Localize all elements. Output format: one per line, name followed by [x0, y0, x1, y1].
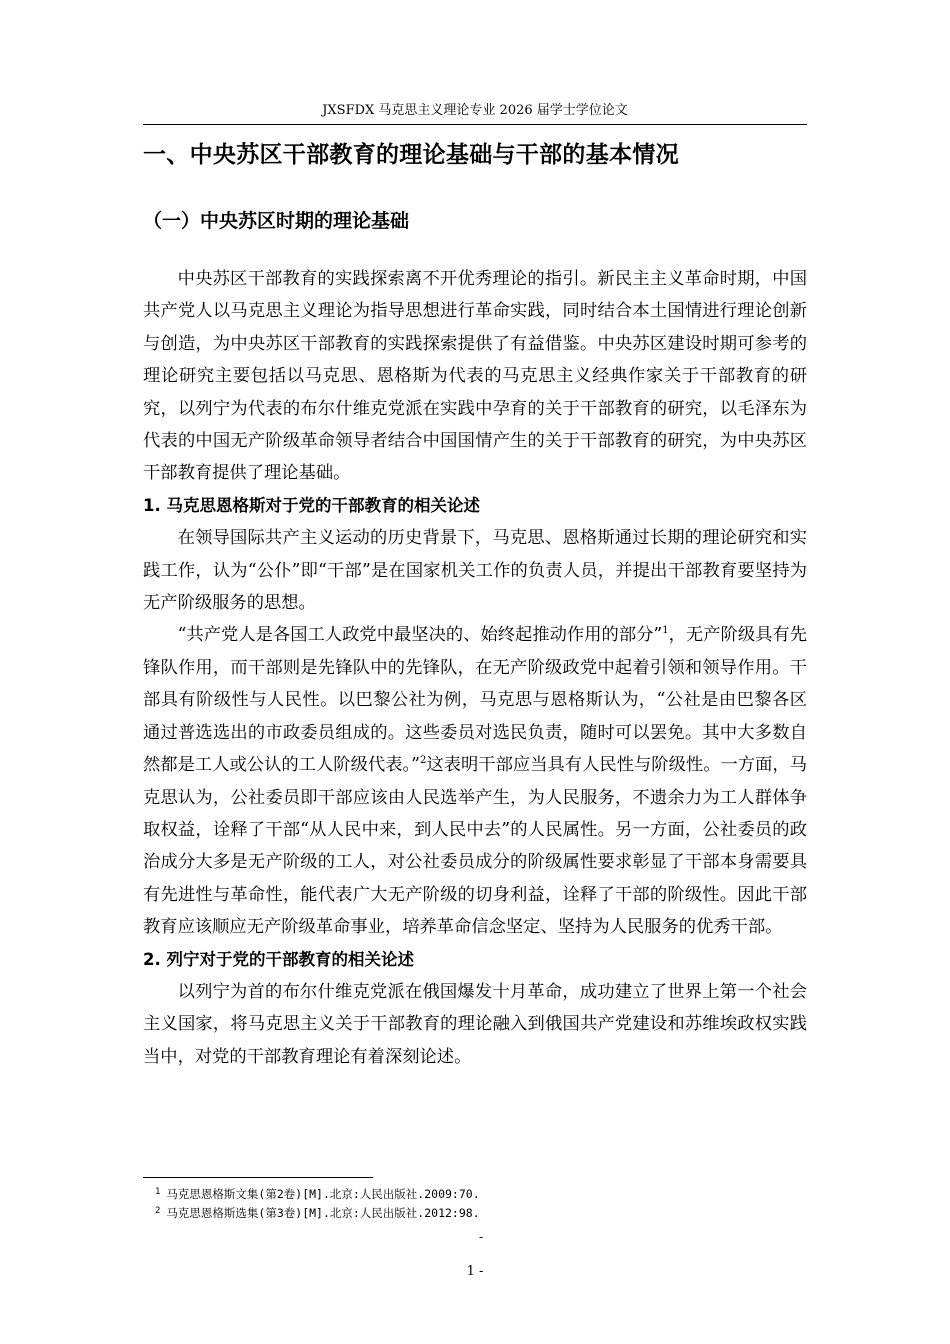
section-title: （一）中央苏区时期的理论基础 — [143, 210, 410, 232]
footnote-text: 马克思恩格斯文集(第2卷)[M].北京:人民出版社.2009:70. — [166, 1187, 480, 1201]
footnotes — [155, 1185, 807, 1223]
paragraph-3 — [143, 619, 807, 943]
footnote-ref-2[interactable]: 2 — [420, 755, 427, 767]
paragraph-4: 以列宁为首的布尔什维克党派在俄国爆发十月革命，成功建立了世界上第一个社会主义国家，将马克思主义关于干部教育的理论融入到俄国共产党建设和苏维埃政权实践当中，对党的干部教育理论有着深刻论述。 — [143, 981, 807, 1067]
footnote-mark: 1 — [155, 1187, 161, 1197]
footnote-separator — [143, 1177, 373, 1178]
header-rule — [143, 124, 807, 125]
subsection-title-2: 2. 列宁对于党的干部教育的相关论述 — [143, 949, 414, 969]
paragraph-2: 在领导国际共产主义运动的历史背景下，马克思、恩格斯通过长期的理论研究和实践工作，认为“公仆”即“干部”是在国家机关工作的负责人员，并提出干部教育要坚持为无产阶级服务的思想。 — [143, 528, 807, 614]
running-header: JXSFDX 马克思主义理论专业 2026 届学士学位论文 — [322, 103, 628, 118]
footnote-item — [155, 1204, 807, 1223]
footnote-item — [155, 1185, 807, 1204]
paragraph-3-part-a: “共产党人是各国工人政党中最坚决的、始终起推动作用的部分” — [177, 625, 663, 646]
chapter-title: 一、中央苏区干部教育的理论基础与干部的基本情况 — [143, 142, 679, 168]
paragraph-3-part-b: ，无产阶级具有先锋队作用，而干部则是先锋队中的先锋队，在无产阶级政党中起着引领和领导作用。干部具有阶级性与人民性。以巴黎公社为例，马克思与恩格斯认为，“公社是由巴黎各区通过普选选出的市政委员组成的。这些委员对选民负责，随时可以罢免。其中大多数自然都是工人或公认的工人阶级代表。” — [143, 625, 807, 776]
subsection-title-1: 1. 马克思恩格斯对于党的干部教育的相关论述 — [143, 495, 480, 515]
body-text — [143, 263, 807, 1073]
paragraph-1: 中央苏区干部教育的实践探索离不开优秀理论的指引。新民主主义革命时期，中国共产党人以马克思主义理论为指导思想进行革命实践，同时结合本土国情进行理论创新与创造，为中央苏区干部教育的实践探索提供了有益借鉴。中央苏区建设时期可参考的理论研究主要包括以马克思、恩格斯为代表的马克思主义经典作家关于干部教育的研究，以列宁为代表的布尔什维克党派在实践中孕育的关于干部教育的研究，以毛泽东为代表的中国无产阶级革命领导者结合中国国情产生的关于干部教育的研究，为中央苏区干部教育提供了理论基础。 — [143, 269, 807, 484]
footnote-text: 马克思恩格斯选集(第3卷)[M].北京:人民出版社.2012:98. — [166, 1206, 480, 1220]
footnote-mark: 2 — [155, 1206, 161, 1216]
footer-dash: - — [479, 1230, 484, 1244]
footnote-ref-1[interactable]: 1 — [662, 625, 669, 637]
page-number: 1 - — [466, 1264, 484, 1279]
paragraph-3-part-c: 这表明干部应当具有人民性与阶级性。一方面，马克思认为，公社委员即干部应该由人民选举产生，为人民服务，不遗余力为工人群体争取权益，诠释了干部“从人民中来，到人民中去”的人民属性。另一方面，公社委员的政治成分大多是无产阶级的工人，对公社委员成分的阶级属性要求彰显了干部本身需要具有先进性与革命性，能代表广大无产阶级的切身利益，诠释了干部的阶级性。因此干部教育应该顺应无产阶级革命事业，培养革命信念坚定、坚持为人民服务的优秀干部。 — [143, 755, 807, 938]
